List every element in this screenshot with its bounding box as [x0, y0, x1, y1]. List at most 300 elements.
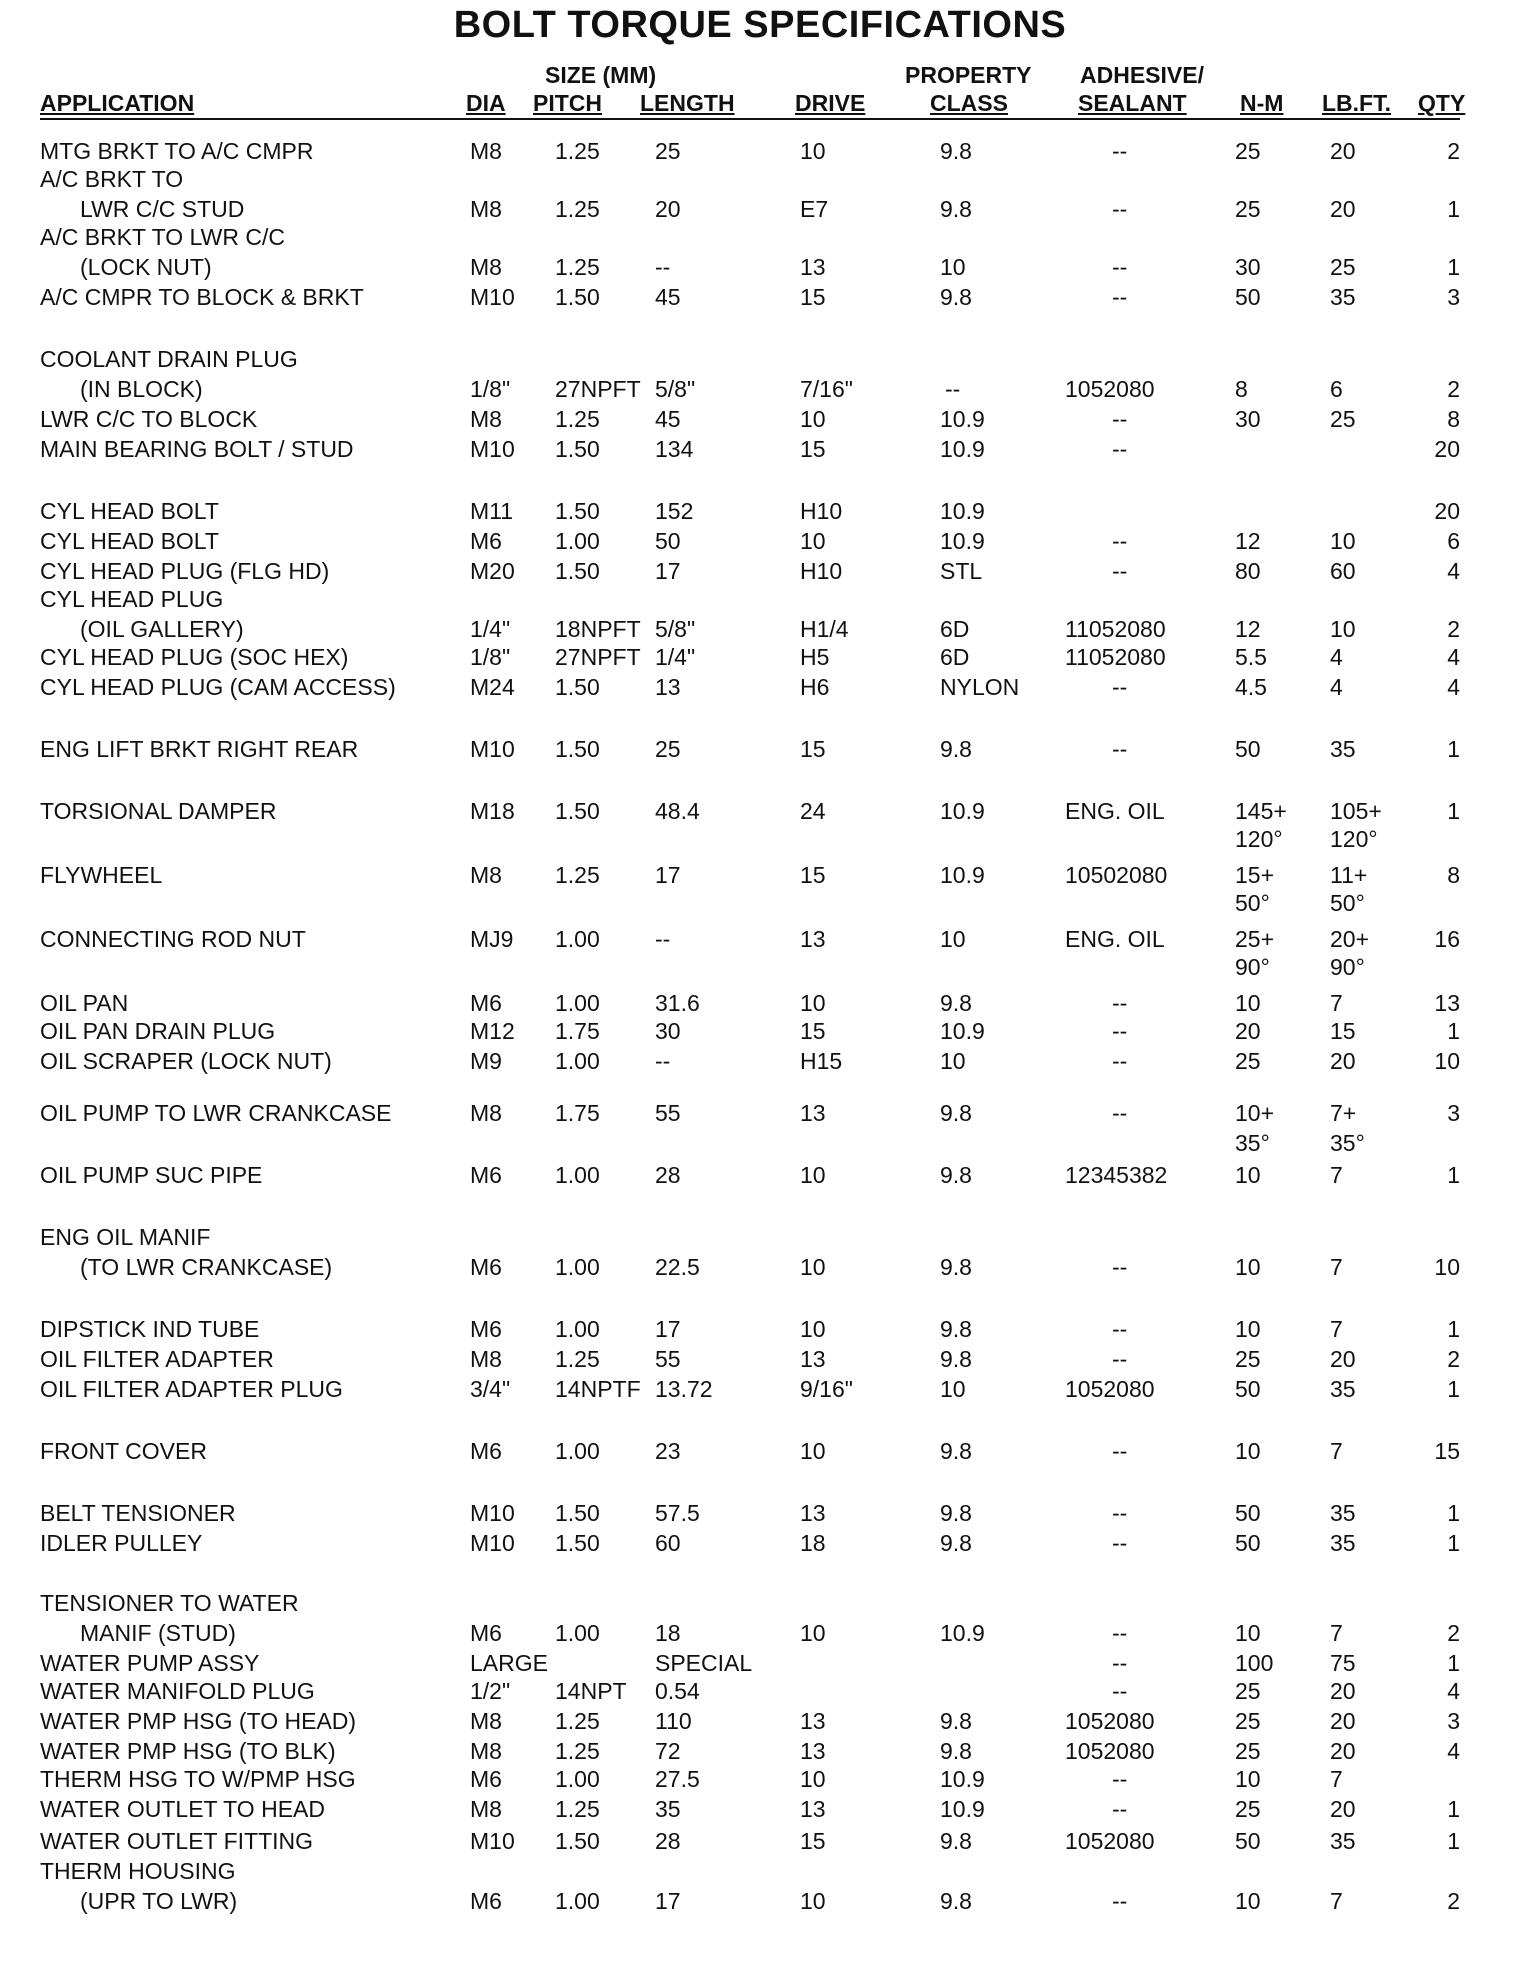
cell-length: 72	[655, 1738, 681, 1764]
cell-lbft: 25	[1330, 254, 1356, 280]
cell-length: 27.5	[655, 1766, 700, 1792]
cell-property-class: 10.9	[940, 798, 985, 824]
cell-drive: 15	[800, 862, 826, 888]
cell-adhesive: --	[1112, 1530, 1128, 1556]
cell-property-class: 10.9	[940, 862, 985, 888]
cell-qty: 1	[1447, 254, 1460, 280]
cell-length: 17	[655, 1316, 681, 1342]
cell-length: 5/8"	[655, 616, 696, 642]
cell-lbft: 20	[1330, 1346, 1356, 1372]
cell-qty: 10	[1434, 1048, 1460, 1074]
cell-application: OIL SCRAPER (LOCK NUT)	[40, 1048, 332, 1074]
cell-dia: M6	[470, 1766, 502, 1792]
cell-dia: M9	[470, 1048, 502, 1074]
cell-qty: 13	[1434, 990, 1460, 1016]
cell-qty: 16	[1434, 926, 1460, 952]
cell-nm: 25	[1235, 1678, 1261, 1704]
cell-property-class: 9.8	[940, 284, 972, 310]
cell-adhesive: --	[1112, 1650, 1128, 1676]
cell-pitch: 1.25	[555, 138, 600, 164]
cell-dia: M6	[470, 1620, 502, 1646]
cell-lbft: 105+	[1330, 798, 1382, 824]
cell-lbft: 20	[1330, 138, 1356, 164]
cell-nm: 50	[1235, 1828, 1261, 1854]
cell-drive: H1/4	[800, 616, 849, 642]
cell-pitch: 1.25	[555, 196, 600, 222]
header-dia: DIA	[466, 90, 506, 116]
cell-lbft: 35	[1330, 284, 1356, 310]
cell-lbft: 7	[1330, 1888, 1343, 1914]
cell-pitch: 1.50	[555, 736, 600, 762]
cell-dia: M8	[470, 138, 502, 164]
cell-nm: 25	[1235, 1796, 1261, 1822]
cell-dia: M10	[470, 1828, 515, 1854]
cell-drive: 10	[800, 1316, 826, 1342]
cell-dia: M8	[470, 1738, 502, 1764]
cell-adhesive: --	[1112, 138, 1128, 164]
cell-drive: 15	[800, 736, 826, 762]
cell-length: 5/8"	[655, 376, 696, 402]
cell-length: 22.5	[655, 1254, 700, 1280]
cell-application: (TO LWR CRANKCASE)	[80, 1254, 333, 1280]
cell-property-class: --	[945, 376, 961, 402]
cell-qty: 8	[1447, 406, 1460, 432]
cell-length: SPECIAL	[655, 1650, 753, 1676]
cell-lbft: 7	[1330, 1620, 1343, 1646]
cell-qty: 6	[1447, 528, 1460, 554]
cell-property-class: 10.9	[940, 436, 985, 462]
cell-length: 60	[655, 1530, 681, 1556]
cell-adhesive: --	[1112, 1620, 1128, 1646]
cell-property-class: 9.8	[940, 736, 972, 762]
table-row	[0, 526, 1520, 556]
cell-lbft: 35	[1330, 736, 1356, 762]
cell-lbft: 20	[1330, 1796, 1356, 1822]
cell-pitch: 1.25	[555, 1738, 600, 1764]
cell-length: 30	[655, 1018, 681, 1044]
table-row	[0, 1016, 1520, 1046]
cell-pitch: 1.50	[555, 1500, 600, 1526]
cell-nm: 25	[1235, 196, 1261, 222]
cell-pitch: 1.25	[555, 406, 600, 432]
cell-length: 17	[655, 1888, 681, 1914]
cell-lbft: 35	[1330, 1376, 1356, 1402]
cell-lbft: 60	[1330, 558, 1356, 584]
cell-drive: 10	[800, 528, 826, 554]
table-row	[0, 860, 1520, 890]
cell-adhesive: 12345382	[1065, 1162, 1168, 1188]
cell-property-class: 9.8	[940, 1100, 972, 1126]
cell-dia: 1/8"	[470, 644, 511, 670]
cell-adhesive: --	[1112, 1100, 1128, 1126]
cell-application: (OIL GALLERY)	[80, 616, 244, 642]
cell-length: 18	[655, 1620, 681, 1646]
cell-application: OIL PAN	[40, 990, 129, 1016]
cell-qty: 1	[1447, 1376, 1460, 1402]
table-row	[0, 1252, 1520, 1282]
cell-length: 45	[655, 284, 681, 310]
cell-nm: 10	[1235, 1254, 1261, 1280]
cell-pitch: 1.00	[555, 1048, 600, 1074]
table-row	[0, 642, 1520, 672]
cell-pitch: 27NPFT	[555, 376, 641, 402]
cell-adhesive: 1052080	[1065, 1828, 1155, 1854]
cell-qty: 1	[1447, 736, 1460, 762]
cell-nm: 50	[1235, 1530, 1261, 1556]
cell-property-class: 9.8	[940, 1162, 972, 1188]
cell-pitch: 1.00	[555, 1766, 600, 1792]
cell-drive: 15	[800, 284, 826, 310]
cell-application: CONNECTING ROD NUT	[40, 926, 306, 952]
cell-dia: 3/4"	[470, 1376, 511, 1402]
table-row	[0, 734, 1520, 764]
table-row	[0, 136, 1520, 166]
cell-length: 152	[655, 498, 694, 524]
cell-dia: M10	[470, 284, 515, 310]
cell-pitch: 1.50	[555, 798, 600, 824]
cell-lbft: 20	[1330, 1048, 1356, 1074]
table-header-top	[0, 60, 1520, 90]
cell-drive: 10	[800, 406, 826, 432]
cell-property-class: 10.9	[940, 1766, 985, 1792]
cell-qty: 1	[1447, 1162, 1460, 1188]
cell-dia: M24	[470, 674, 515, 700]
cell-property-class: 10	[940, 1048, 966, 1074]
cell-dia: 1/8"	[470, 376, 511, 402]
cell-adhesive: --	[1112, 1438, 1128, 1464]
cell-pitch: 1.50	[555, 284, 600, 310]
cell-qty: 2	[1447, 1346, 1460, 1372]
cell-qty: 2	[1447, 138, 1460, 164]
cell-adhesive: --	[1112, 528, 1128, 554]
cell-adhesive: --	[1112, 1254, 1128, 1280]
cell-length: 31.6	[655, 990, 700, 1016]
cell-dia: M12	[470, 1018, 515, 1044]
cell-dia: M8	[470, 254, 502, 280]
cell-adhesive: --	[1112, 674, 1128, 700]
cell-qty: 1	[1447, 1796, 1460, 1822]
cell-length: 110	[655, 1708, 692, 1734]
cell-nm: 10	[1235, 1438, 1261, 1464]
cell-dia: M10	[470, 736, 515, 762]
cell-drive: 10	[800, 1162, 826, 1188]
cell-property-class: 10.9	[940, 1796, 985, 1822]
cell-pitch: 14NPT	[555, 1678, 627, 1704]
table-row	[0, 952, 1520, 982]
cell-application: THERM HSG TO W/PMP HSG	[40, 1766, 356, 1792]
cell-drive: H15	[800, 1048, 843, 1074]
cell-qty: 4	[1447, 674, 1460, 700]
cell-pitch: 1.25	[555, 254, 600, 280]
table-row	[0, 164, 1520, 194]
cell-nm: 4.5	[1235, 674, 1267, 700]
cell-application: LWR C/C TO BLOCK	[40, 406, 258, 432]
cell-qty: 15	[1434, 1438, 1460, 1464]
table-row	[0, 344, 1520, 374]
cell-lbft: 35	[1330, 1828, 1356, 1854]
cell-property-class: 9.8	[940, 990, 972, 1016]
cell-lbft: 20+	[1330, 926, 1370, 952]
cell-lbft: 7	[1330, 1254, 1343, 1280]
cell-pitch: 1.50	[555, 1530, 600, 1556]
cell-qty: 1	[1447, 1828, 1460, 1854]
cell-length: 17	[655, 862, 681, 888]
cell-property-class: 9.8	[940, 196, 972, 222]
cell-length: 45	[655, 406, 681, 432]
cell-application: OIL PAN DRAIN PLUG	[40, 1018, 276, 1044]
cell-dia: 1/2"	[470, 1678, 511, 1704]
cell-lbft: 20	[1330, 1738, 1356, 1764]
cell-pitch: 1.00	[555, 1254, 600, 1280]
cell-application: WATER OUTLET TO HEAD	[40, 1796, 325, 1822]
cell-application: (LOCK NUT)	[80, 254, 212, 280]
cell-adhesive: ENG. OIL	[1065, 926, 1165, 952]
cell-application: OIL FILTER ADAPTER PLUG	[40, 1376, 343, 1402]
cell-qty: 10	[1434, 1254, 1460, 1280]
cell-nm: 10	[1235, 1316, 1261, 1342]
cell-dia: M8	[470, 406, 502, 432]
cell-qty: 8	[1447, 862, 1460, 888]
cell-application: (IN BLOCK)	[80, 376, 203, 402]
cell-nm: 15+	[1235, 862, 1275, 888]
cell-dia: M8	[470, 1346, 502, 1372]
cell-qty: 1	[1447, 1316, 1460, 1342]
cell-property-class: 6D	[940, 644, 970, 670]
cell-dia: M11	[470, 498, 514, 524]
cell-property-class: 10.9	[940, 498, 985, 524]
cell-application: FRONT COVER	[40, 1438, 207, 1464]
cell-pitch: 1.00	[555, 990, 600, 1016]
cell-drive: 18	[800, 1530, 826, 1556]
cell-dia: M6	[470, 1254, 502, 1280]
cell-lbft: 7	[1330, 990, 1343, 1016]
table-row	[0, 252, 1520, 282]
cell-qty: 4	[1447, 644, 1460, 670]
table-row	[0, 1128, 1520, 1158]
cell-application: CYL HEAD PLUG (CAM ACCESS)	[40, 674, 396, 700]
table-row	[0, 1588, 1520, 1618]
cell-application: ENG OIL MANIF	[40, 1224, 211, 1250]
cell-pitch: 1.25	[555, 1346, 600, 1372]
cell-lbft: 35	[1330, 1530, 1356, 1556]
cell-nm: 120°	[1235, 826, 1283, 852]
cell-length: 0.54	[655, 1678, 700, 1704]
cell-lbft: 120°	[1330, 826, 1378, 852]
cell-qty: 20	[1434, 498, 1460, 524]
cell-nm: 35°	[1235, 1130, 1270, 1156]
cell-application: WATER PMP HSG (TO BLK)	[40, 1738, 336, 1764]
header-pitch: PITCH	[533, 90, 602, 116]
cell-application: OIL PUMP SUC PIPE	[40, 1162, 263, 1188]
table-row	[0, 1222, 1520, 1252]
cell-property-class: 9.8	[940, 1828, 972, 1854]
cell-property-class: NYLON	[940, 674, 1020, 700]
cell-dia: MJ9	[470, 926, 514, 952]
cell-adhesive: --	[1112, 736, 1128, 762]
cell-drive: 15	[800, 1828, 826, 1854]
header-application: APPLICATION	[40, 90, 195, 116]
header-adhesive: ADHESIVE/	[1080, 62, 1204, 88]
table-row	[0, 1528, 1520, 1558]
cell-drive: H5	[800, 644, 830, 670]
cell-property-class: 9.8	[940, 1738, 972, 1764]
table-row	[0, 222, 1520, 252]
cell-length: 28	[655, 1162, 681, 1188]
cell-qty: 20	[1434, 436, 1460, 462]
cell-length: 55	[655, 1100, 681, 1126]
cell-adhesive: --	[1112, 284, 1128, 310]
cell-dia: M8	[470, 196, 502, 222]
cell-pitch: 1.00	[555, 528, 600, 554]
table-row	[0, 404, 1520, 434]
cell-nm: 25	[1235, 1048, 1261, 1074]
cell-lbft: 10	[1330, 616, 1356, 642]
cell-nm: 10	[1235, 1162, 1261, 1188]
cell-lbft: 50°	[1330, 890, 1365, 916]
cell-drive: 24	[800, 798, 826, 824]
cell-adhesive: --	[1112, 1048, 1128, 1074]
table-row	[0, 924, 1520, 954]
cell-drive: E7	[800, 196, 829, 222]
cell-nm: 100	[1235, 1650, 1274, 1676]
cell-nm: 12	[1235, 616, 1261, 642]
header-length: LENGTH	[640, 90, 735, 116]
cell-drive: 10	[800, 138, 826, 164]
cell-length: 13	[655, 674, 681, 700]
cell-length: 50	[655, 528, 681, 554]
cell-application: WATER PUMP ASSY	[40, 1650, 260, 1676]
cell-nm: 145+	[1235, 798, 1287, 824]
cell-property-class: 9.8	[940, 1346, 972, 1372]
cell-drive: 13	[800, 1738, 826, 1764]
cell-qty: 2	[1447, 1888, 1460, 1914]
cell-application: OIL PUMP TO LWR CRANKCASE	[40, 1100, 392, 1126]
cell-application: CYL HEAD PLUG (FLG HD)	[40, 558, 330, 584]
cell-dia: M8	[470, 1100, 502, 1126]
cell-application: IDLER PULLEY	[40, 1530, 203, 1556]
cell-property-class: 10.9	[940, 1018, 985, 1044]
cell-pitch: 1.00	[555, 1316, 600, 1342]
cell-qty: 2	[1447, 616, 1460, 642]
table-row	[0, 1374, 1520, 1404]
cell-drive: 13	[800, 1500, 826, 1526]
cell-lbft: 35	[1330, 1500, 1356, 1526]
table-row	[0, 1886, 1520, 1916]
cell-dia: M8	[470, 1796, 502, 1822]
table-row	[0, 988, 1520, 1018]
cell-application: ENG LIFT BRKT RIGHT REAR	[40, 736, 359, 762]
cell-adhesive: 1052080	[1065, 1738, 1155, 1764]
cell-application: A/C BRKT TO LWR C/C	[40, 224, 285, 250]
page-title: BOLT TORQUE SPECIFICATIONS	[453, 4, 1067, 46]
cell-application: OIL FILTER ADAPTER	[40, 1346, 274, 1372]
table-row	[0, 434, 1520, 464]
table-row	[0, 584, 1520, 614]
cell-application: WATER OUTLET FITTING	[40, 1828, 314, 1854]
cell-length: 134	[655, 436, 694, 462]
cell-nm: 90°	[1235, 954, 1270, 980]
cell-application: CYL HEAD PLUG	[40, 586, 224, 612]
table-row	[0, 1498, 1520, 1528]
cell-property-class: 9.8	[940, 138, 972, 164]
cell-drive: H10	[800, 498, 843, 524]
cell-dia: M20	[470, 558, 515, 584]
cell-length: 25	[655, 736, 681, 762]
cell-property-class: STL	[940, 558, 983, 584]
cell-application: (UPR TO LWR)	[80, 1888, 238, 1914]
cell-property-class: 9.8	[940, 1438, 972, 1464]
cell-adhesive: --	[1112, 1346, 1128, 1372]
cell-adhesive: 1052080	[1065, 1376, 1155, 1402]
cell-application: BELT TENSIONER	[40, 1500, 236, 1526]
table-row	[0, 1648, 1520, 1678]
cell-qty: 1	[1447, 196, 1460, 222]
cell-drive: 7/16"	[800, 376, 853, 402]
cell-pitch: 1.25	[555, 1796, 600, 1822]
cell-dia: M8	[470, 862, 502, 888]
cell-length: 23	[655, 1438, 681, 1464]
cell-adhesive: ENG. OIL	[1065, 798, 1165, 824]
table-row	[0, 1160, 1520, 1190]
table-row	[0, 1046, 1520, 1076]
cell-property-class: 9.8	[940, 1316, 972, 1342]
cell-lbft: 10	[1330, 528, 1356, 554]
cell-lbft: 20	[1330, 1678, 1356, 1704]
cell-drive: 10	[800, 1438, 826, 1464]
cell-pitch: 1.50	[555, 558, 600, 584]
cell-length: 17	[655, 558, 681, 584]
cell-qty: 2	[1447, 376, 1460, 402]
cell-adhesive: --	[1112, 1796, 1128, 1822]
cell-nm: 20	[1235, 1018, 1261, 1044]
table-row	[0, 1764, 1520, 1794]
cell-pitch: 1.00	[555, 926, 600, 952]
cell-qty: 1	[1447, 1500, 1460, 1526]
cell-application: CYL HEAD BOLT	[40, 498, 219, 524]
cell-dia: M6	[470, 528, 502, 554]
cell-lbft: 7	[1330, 1162, 1343, 1188]
cell-length: 55	[655, 1346, 681, 1372]
cell-lbft: 11+	[1330, 862, 1368, 888]
cell-adhesive: --	[1112, 1316, 1128, 1342]
table-row	[0, 1794, 1520, 1824]
cell-lbft: 20	[1330, 1708, 1356, 1734]
cell-length: --	[655, 254, 671, 280]
cell-pitch: 1.00	[555, 1162, 600, 1188]
cell-property-class: 10.9	[940, 406, 985, 432]
cell-dia: M6	[470, 1888, 502, 1914]
cell-adhesive: 10502080	[1065, 862, 1168, 888]
cell-nm: 30	[1235, 406, 1261, 432]
cell-property-class: 6D	[940, 616, 970, 642]
cell-pitch: 1.75	[555, 1018, 600, 1044]
cell-qty: 3	[1447, 1708, 1460, 1734]
cell-property-class: 9.8	[940, 1888, 972, 1914]
cell-adhesive: --	[1112, 196, 1128, 222]
cell-property-class: 9.8	[940, 1708, 972, 1734]
cell-nm: 50	[1235, 1500, 1261, 1526]
cell-property-class: 9.8	[940, 1254, 972, 1280]
cell-application: FLYWHEEL	[40, 862, 163, 888]
cell-dia: M18	[470, 798, 515, 824]
table-row	[0, 1676, 1520, 1706]
cell-application: CYL HEAD PLUG (SOC HEX)	[40, 644, 349, 670]
cell-adhesive: --	[1112, 254, 1128, 280]
cell-lbft: 20	[1330, 196, 1356, 222]
cell-nm: 12	[1235, 528, 1261, 554]
cell-nm: 25	[1235, 138, 1261, 164]
cell-pitch: 1.50	[555, 498, 600, 524]
